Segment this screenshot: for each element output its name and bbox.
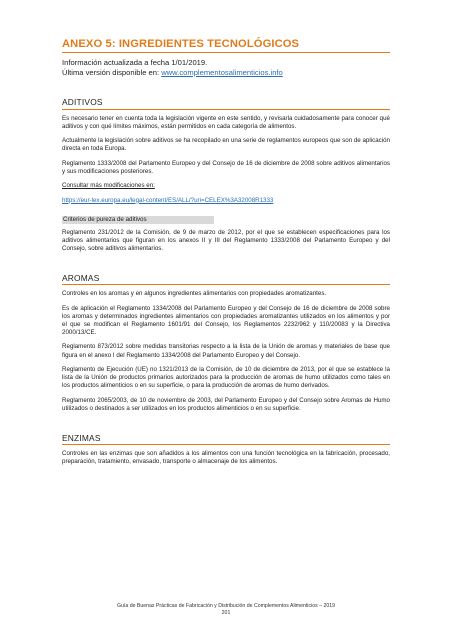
latest-version-line <box>62 68 390 78</box>
aditivos-paragraph-2: Actualmente la legislación sobre aditivos se ha recopilado en una serie de reglamentos europeos que son de aplicación directa en toda Europa. <box>62 137 390 153</box>
aromas-paragraph-1: Controles en los aromas y en algunos ingredientes alimentarios con propiedades aromatizantes. <box>62 290 327 298</box>
section-heading-aditivos: ADITIVOS <box>62 97 390 110</box>
consult-modifications-label: Consultar más modificaciones en: <box>62 182 155 190</box>
updated-date: Información actualizada a fecha 1/01/2019. <box>62 58 208 67</box>
aromas-paragraph-5: Reglamento 2065/2003, de 10 de noviembre de 2003, del Parlamento Europeo y del Consejo sobre Aromas de Humo utilizados o destinados a ser utilizados en los productos alimenticios o en su superficie. <box>62 396 390 412</box>
aromas-paragraph-4: Reglamento de Ejecución (UE) no 1321/2013 de la Comisión, de 10 de diciembre de 2013, por el que se establece la lista de la Unión de productos primarios autorizados para la producción de aromas de humo utilizados como tales en los productos alimenticios o en su superficie, o para la producción de aromas de humo derivados. <box>62 365 390 390</box>
page-footer <box>0 603 452 617</box>
section-heading-enzimas: ENZIMAS <box>62 433 390 446</box>
aditivos-paragraph-4: Reglamento 231/2012 de la Comisión, de 9 de marzo de 2012, por el que se establecen especificaciones para los aditivos alimentarios que figuran en los anexos II y III del Reglamento 1333/2008 del Parlamento Europeo y del Consejo, sobre aditivos alimentarios. <box>62 228 390 252</box>
annex-title: ANEXO 5: INGREDIENTES TECNOLÓGICOS <box>62 38 390 53</box>
update-info <box>62 58 390 77</box>
aditivos-paragraph-1: Es necesario tener en cuenta toda la legislación vigente en este sentido, y revisarla cuidadosamente para conocer qué aditivos y con qué límites máximos, están permitidos en cada categoría de alimentos. <box>62 114 390 130</box>
document-page <box>62 38 390 473</box>
eurlex-link[interactable]: https://eur-lex.europa.eu/legal-content/ES/ALL/?uri=CELEX%3A32008R1333 <box>62 196 274 204</box>
latest-version-link[interactable]: www.complementosalimenticios.info <box>161 67 283 77</box>
enzimas-paragraph-1: Controles en las enzimas que son añadidos a los alimentos con una función tecnológica en la fabricación, procesado, preparación, tratamiento, envasado, transporte o almacenaje de los alimentos. <box>62 450 390 466</box>
aromas-paragraph-3: Reglamento 873/2012 sobre medidas transitorias respecto a la lista de la Unión de aromas y materiales de base que figura en el anexo I del Reglamento 1334/2008 del Parlamento Europeo y del Consejo. <box>62 343 390 359</box>
latest-version-label: Última versión disponible en: <box>62 67 162 77</box>
footer-guide-title: Guía de Buenas Prácticas de Fabricación y Distribución de Complementos Alimenticios – 2019 <box>117 603 335 609</box>
eurlex-link-paragraph <box>62 197 390 205</box>
subheading-purity-criteria: Criterios de pureza de aditivos <box>62 216 214 224</box>
page-number: 201 <box>221 610 231 616</box>
aromas-paragraph-2: Es de aplicación el Reglamento 1334/2008 del Parlamento Europeo y del Consejo de 16 de diciembre de 2008 sobre los aromas y determinados ingredientes alimentarios con propiedades aromatizantes utilizados en los alimentos y por el que se modifican el Reglamento 1601/91 del Consejo, los Reglamentos 2232/962 y 110/20083 y la Directiva 2000/13/CE. <box>62 304 390 337</box>
section-heading-aromas: AROMAS <box>62 273 390 286</box>
aditivos-paragraph-3: Reglamento 1333/2008 del Parlamento Europeo y del Consejo de 16 de diciembre de 2008 sobre aditivos alimentarios y sus modificaciones posteriores. <box>62 159 390 175</box>
